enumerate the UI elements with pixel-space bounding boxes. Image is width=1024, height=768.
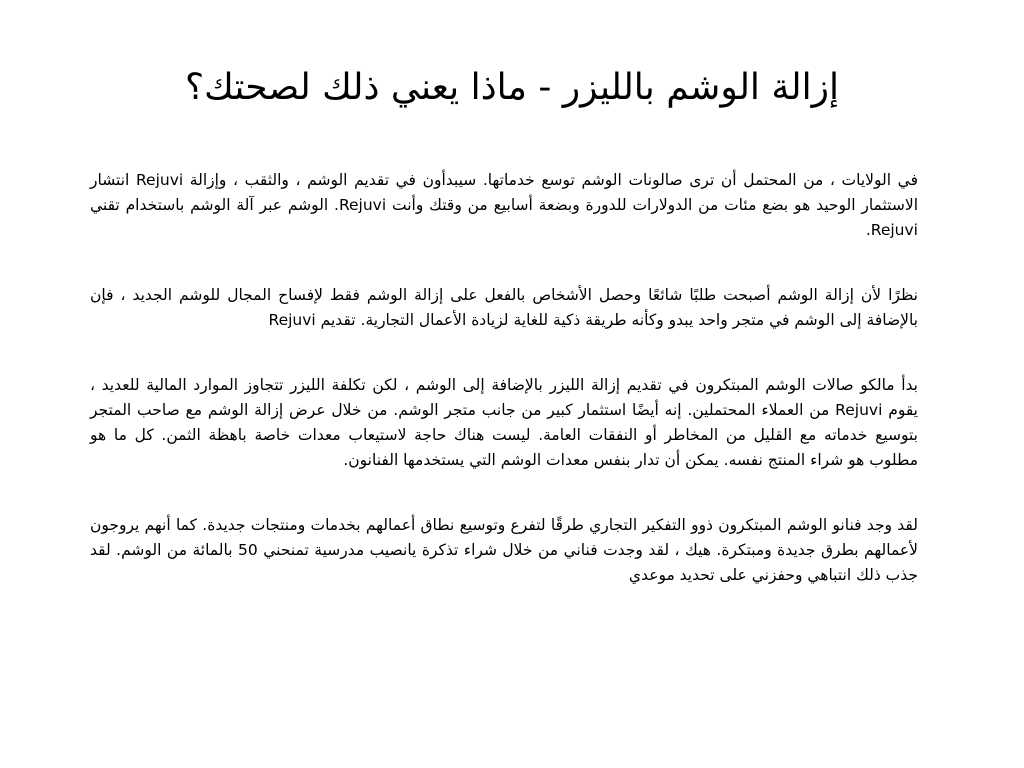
paragraph-3: بدأ مالكو صالات الوشم المبتكرون في تقديم إزالة الليزر بالإضافة إلى الوشم ، لكن تكلفة الليزر تتجاوز الموارد المالية للعديد ، يقوم Rejuvi من العملاء المحتملين. إنه أيضًا استثمار كبير من جانب متجر الوشم. من خلال عرض إزالة الوشم مع صاحب المتجر بتوسيع خدماته مع القليل من المخاطر أو النفقات العامة. ليست هناك حاجة لاستيعاب معدات خاصة باهظة الثمن. كل ما هو مطلوب هو شراء المنتج نفسه. يمكن أن تدار بنفس معدات الوشم التي يستخدمها الفنانون. [90,376,918,469]
slide-title: إزالة الوشم بالليزر - ماذا يعني ذلك لصحتك؟ [184,67,840,108]
paragraph-2: نظرًا لأن إزالة الوشم أصبحت طلبًا شائعًا وحصل الأشخاص بالفعل على إزالة الوشم فقط لإفساح المجال للوشم الجديد ، فإن بالإضافة إلى الوشم في متجر واحد يبدو وكأنه طريقة ذكية للغاية لزيادة الأعمال التجارية. تقديم Rejuvi [90,286,918,329]
paragraph-4: لقد وجد فنانو الوشم المبتكرون ذوو التفكير التجاري طرقًا لتفرع وتوسيع نطاق أعمالهم بخدمات ومنتجات جديدة. كما أنهم يروجون لأعمالهم بطرق جديدة ومبتكرة. هيك ، لقد وجدت فناني من خلال شراء تذكرة يانصيب مدرسية تمنحني 50 بالمائة من الوشم. لقد جذب ذلك انتباهي وحفزني على تحديد موعدي [90,516,918,584]
paragraph-1: في الولايات ، من المحتمل أن ترى صالونات الوشم توسع خدماتها. سيبدأون في تقديم الوشم ، والثقب ، وإزالة Rejuvi انتشار الاستثمار الوحيد هو بضع مئات من الدولارات للدورة وبضعة أسابيع من وقتك وأنت Rejuvi. الوشم عبر آلة الوشم باستخدام تقني Rejuvi. [90,171,918,239]
slide-body [90,168,918,588]
